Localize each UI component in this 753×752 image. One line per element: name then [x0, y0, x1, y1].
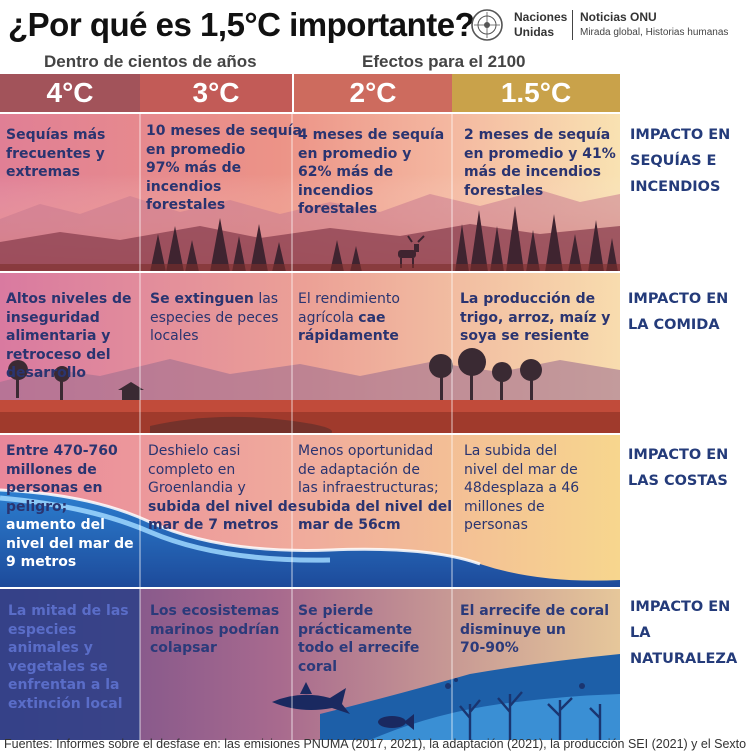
side-label-line: LA	[630, 625, 651, 641]
cell-bold-text: Se extinguen	[150, 291, 254, 307]
cell-line: retroceso del	[6, 346, 111, 363]
cell-line: desarrollo	[6, 365, 86, 381]
branding-divider	[572, 10, 573, 40]
cell-line: mar de 7 metros	[148, 517, 279, 533]
cell-food-4c	[6, 290, 132, 383]
side-label-line: IMPACTO EN	[628, 291, 729, 307]
cell-line: Los ecosistemas	[150, 603, 280, 619]
cell-line: forestales	[298, 201, 378, 217]
cell-nature-4c	[8, 602, 129, 713]
cell-line: Sequías más	[6, 127, 106, 143]
cell-drought-3c	[146, 122, 302, 215]
cell-line: Se pierde	[298, 603, 374, 619]
cell-line: subida del nivel del	[298, 498, 453, 515]
cell-food-1-5c	[460, 290, 610, 346]
cell-line: Entre 470-760	[6, 443, 118, 459]
subheader-left: Dentro de cientos de años	[44, 52, 257, 71]
cell-line: nivel del mar de	[464, 461, 578, 478]
cell-line: nivel del mar de	[6, 535, 134, 552]
cell-line: Altos niveles de	[6, 291, 132, 307]
cell-line: El arrecife de coral	[460, 603, 610, 619]
news-title: Noticias ONU	[580, 10, 657, 24]
cell-line	[150, 290, 278, 309]
cell-line: Menos oportunidad	[298, 443, 434, 459]
cell-bold-text: cae	[358, 309, 386, 326]
cell-line: 70-90%	[460, 640, 519, 656]
cell-line: Deshielo casi	[148, 443, 241, 459]
cell-line: locales	[150, 328, 199, 344]
cell-line: trigo, arroz, maíz y	[460, 309, 611, 326]
cell-line: Groenlandia y	[148, 480, 246, 496]
column-header-4c: 4°C	[0, 74, 140, 112]
cell-line: 62% más de	[298, 164, 394, 180]
cell-text: las	[253, 291, 279, 307]
side-label-line: IMPACTO EN	[630, 599, 731, 615]
cell-line: las infraestructuras;	[298, 480, 439, 496]
cell-drought-1-5c	[464, 126, 616, 200]
cell-line: La producción de	[460, 291, 596, 307]
cell-line: incendios	[298, 182, 374, 199]
cell-nature-1-5c	[460, 602, 609, 658]
cell-line: todo el arrecife	[298, 640, 420, 656]
cell-nature-3c	[150, 602, 279, 658]
column-header-3c: 3°C	[140, 74, 292, 112]
cell-line: peligro;	[6, 498, 68, 515]
column-header-1-5c: 1.5°C	[452, 74, 620, 112]
cell-line: prácticamente	[298, 621, 413, 638]
cell-line: especies	[8, 621, 77, 638]
side-label-line: SEQUÍAS E	[630, 153, 717, 169]
cell-line: inseguridad	[6, 309, 100, 326]
cell-coast-1-5c	[464, 442, 579, 535]
cell-line: extremas	[6, 164, 80, 180]
cell-line: marinos podrían	[150, 621, 280, 638]
source-note: Fuentes: Informes sobre el desfase en: las emisiones PNUMA (2017, 2021), la adaptación (2021), la producción SEI (2021) y el Sexto	[4, 737, 747, 751]
cell-line	[298, 309, 400, 328]
cell-line: en promedio y 41%	[464, 145, 616, 162]
side-label-line: INCENDIOS	[630, 179, 721, 195]
cell-line: personas en	[6, 480, 103, 496]
cell-line: coral	[298, 658, 338, 675]
cell-line: subida del nivel de	[148, 498, 298, 515]
side-label-line: LA COMIDA	[628, 317, 720, 333]
cell-line: La mitad de las	[8, 603, 129, 619]
side-label-line: LAS COSTAS	[628, 473, 728, 489]
cell-line: rápidamente	[298, 328, 399, 344]
page-title: ¿Por qué es 1,5°C importante?	[8, 6, 475, 43]
cell-line: en promedio y	[298, 145, 412, 162]
cell-line: mar de 56cm	[298, 517, 401, 533]
cell-line: 4 meses de sequía	[298, 127, 445, 143]
cell-line: soya se resiente	[460, 328, 590, 344]
cell-line: aumento del	[6, 517, 105, 533]
un-emblem-icon	[470, 8, 504, 42]
cell-line: más de incendios	[464, 164, 601, 180]
cell-food-3c	[150, 290, 278, 346]
side-label-line: IMPACTO EN	[628, 447, 729, 463]
cell-coast-3c	[148, 442, 297, 535]
cell-line: alimentaria y	[6, 328, 111, 344]
cell-line: 9 metros	[6, 554, 77, 570]
side-label-line: NATURALEZA	[630, 651, 738, 667]
cell-drought-2c	[298, 126, 444, 219]
cell-line: de adaptación de	[298, 461, 420, 478]
cell-drought-4c	[6, 126, 105, 182]
column-divider	[292, 74, 294, 114]
cell-coast-2c	[298, 442, 452, 535]
cell-line: colapsar	[150, 640, 217, 656]
cell-line: millones de	[464, 498, 545, 515]
cell-text: agrícola	[298, 309, 359, 326]
side-label-food	[628, 286, 728, 338]
cell-line: personas	[464, 517, 528, 533]
news-subtitle: Mirada global, Historias humanas	[580, 27, 729, 38]
cell-line: disminuye un	[460, 621, 566, 638]
cell-line: extinción local	[8, 695, 123, 712]
side-label-coast	[628, 442, 728, 494]
cell-line: El rendimiento	[298, 291, 400, 307]
un-name	[514, 10, 567, 40]
cell-line: vegetales se	[8, 658, 108, 675]
cell-line: forestales	[146, 197, 226, 213]
cell-line: especies de peces	[150, 309, 279, 326]
un-name-line1: Naciones	[514, 10, 568, 24]
un-name-line2: Unidas	[514, 25, 555, 39]
cell-line: en promedio	[146, 141, 246, 158]
cell-line: enfrentan a la	[8, 677, 120, 693]
cell-line: 48desplaza a 46	[464, 480, 580, 496]
cell-line: La subida del	[464, 443, 558, 459]
cell-line: forestales	[464, 182, 544, 199]
cell-line: frecuentes y	[6, 145, 105, 162]
cell-line: animales y	[8, 640, 93, 656]
side-label-line: IMPACTO EN	[630, 127, 731, 143]
cell-food-2c	[298, 290, 400, 346]
cell-line: millones de	[6, 461, 97, 478]
cell-coast-4c	[6, 442, 134, 572]
cell-line: completo en	[148, 461, 236, 478]
cell-line: incendios	[146, 178, 222, 195]
subheader-right: Efectos para el 2100	[362, 52, 526, 71]
cell-line: 2 meses de sequía	[464, 127, 611, 143]
side-label-nature	[630, 594, 737, 672]
cell-line: 10 meses de sequía	[146, 123, 302, 139]
cell-line: 97% más de	[146, 160, 242, 176]
side-label-drought	[630, 122, 730, 200]
cell-nature-2c	[298, 602, 419, 676]
column-header-2c: 2°C	[294, 74, 452, 112]
